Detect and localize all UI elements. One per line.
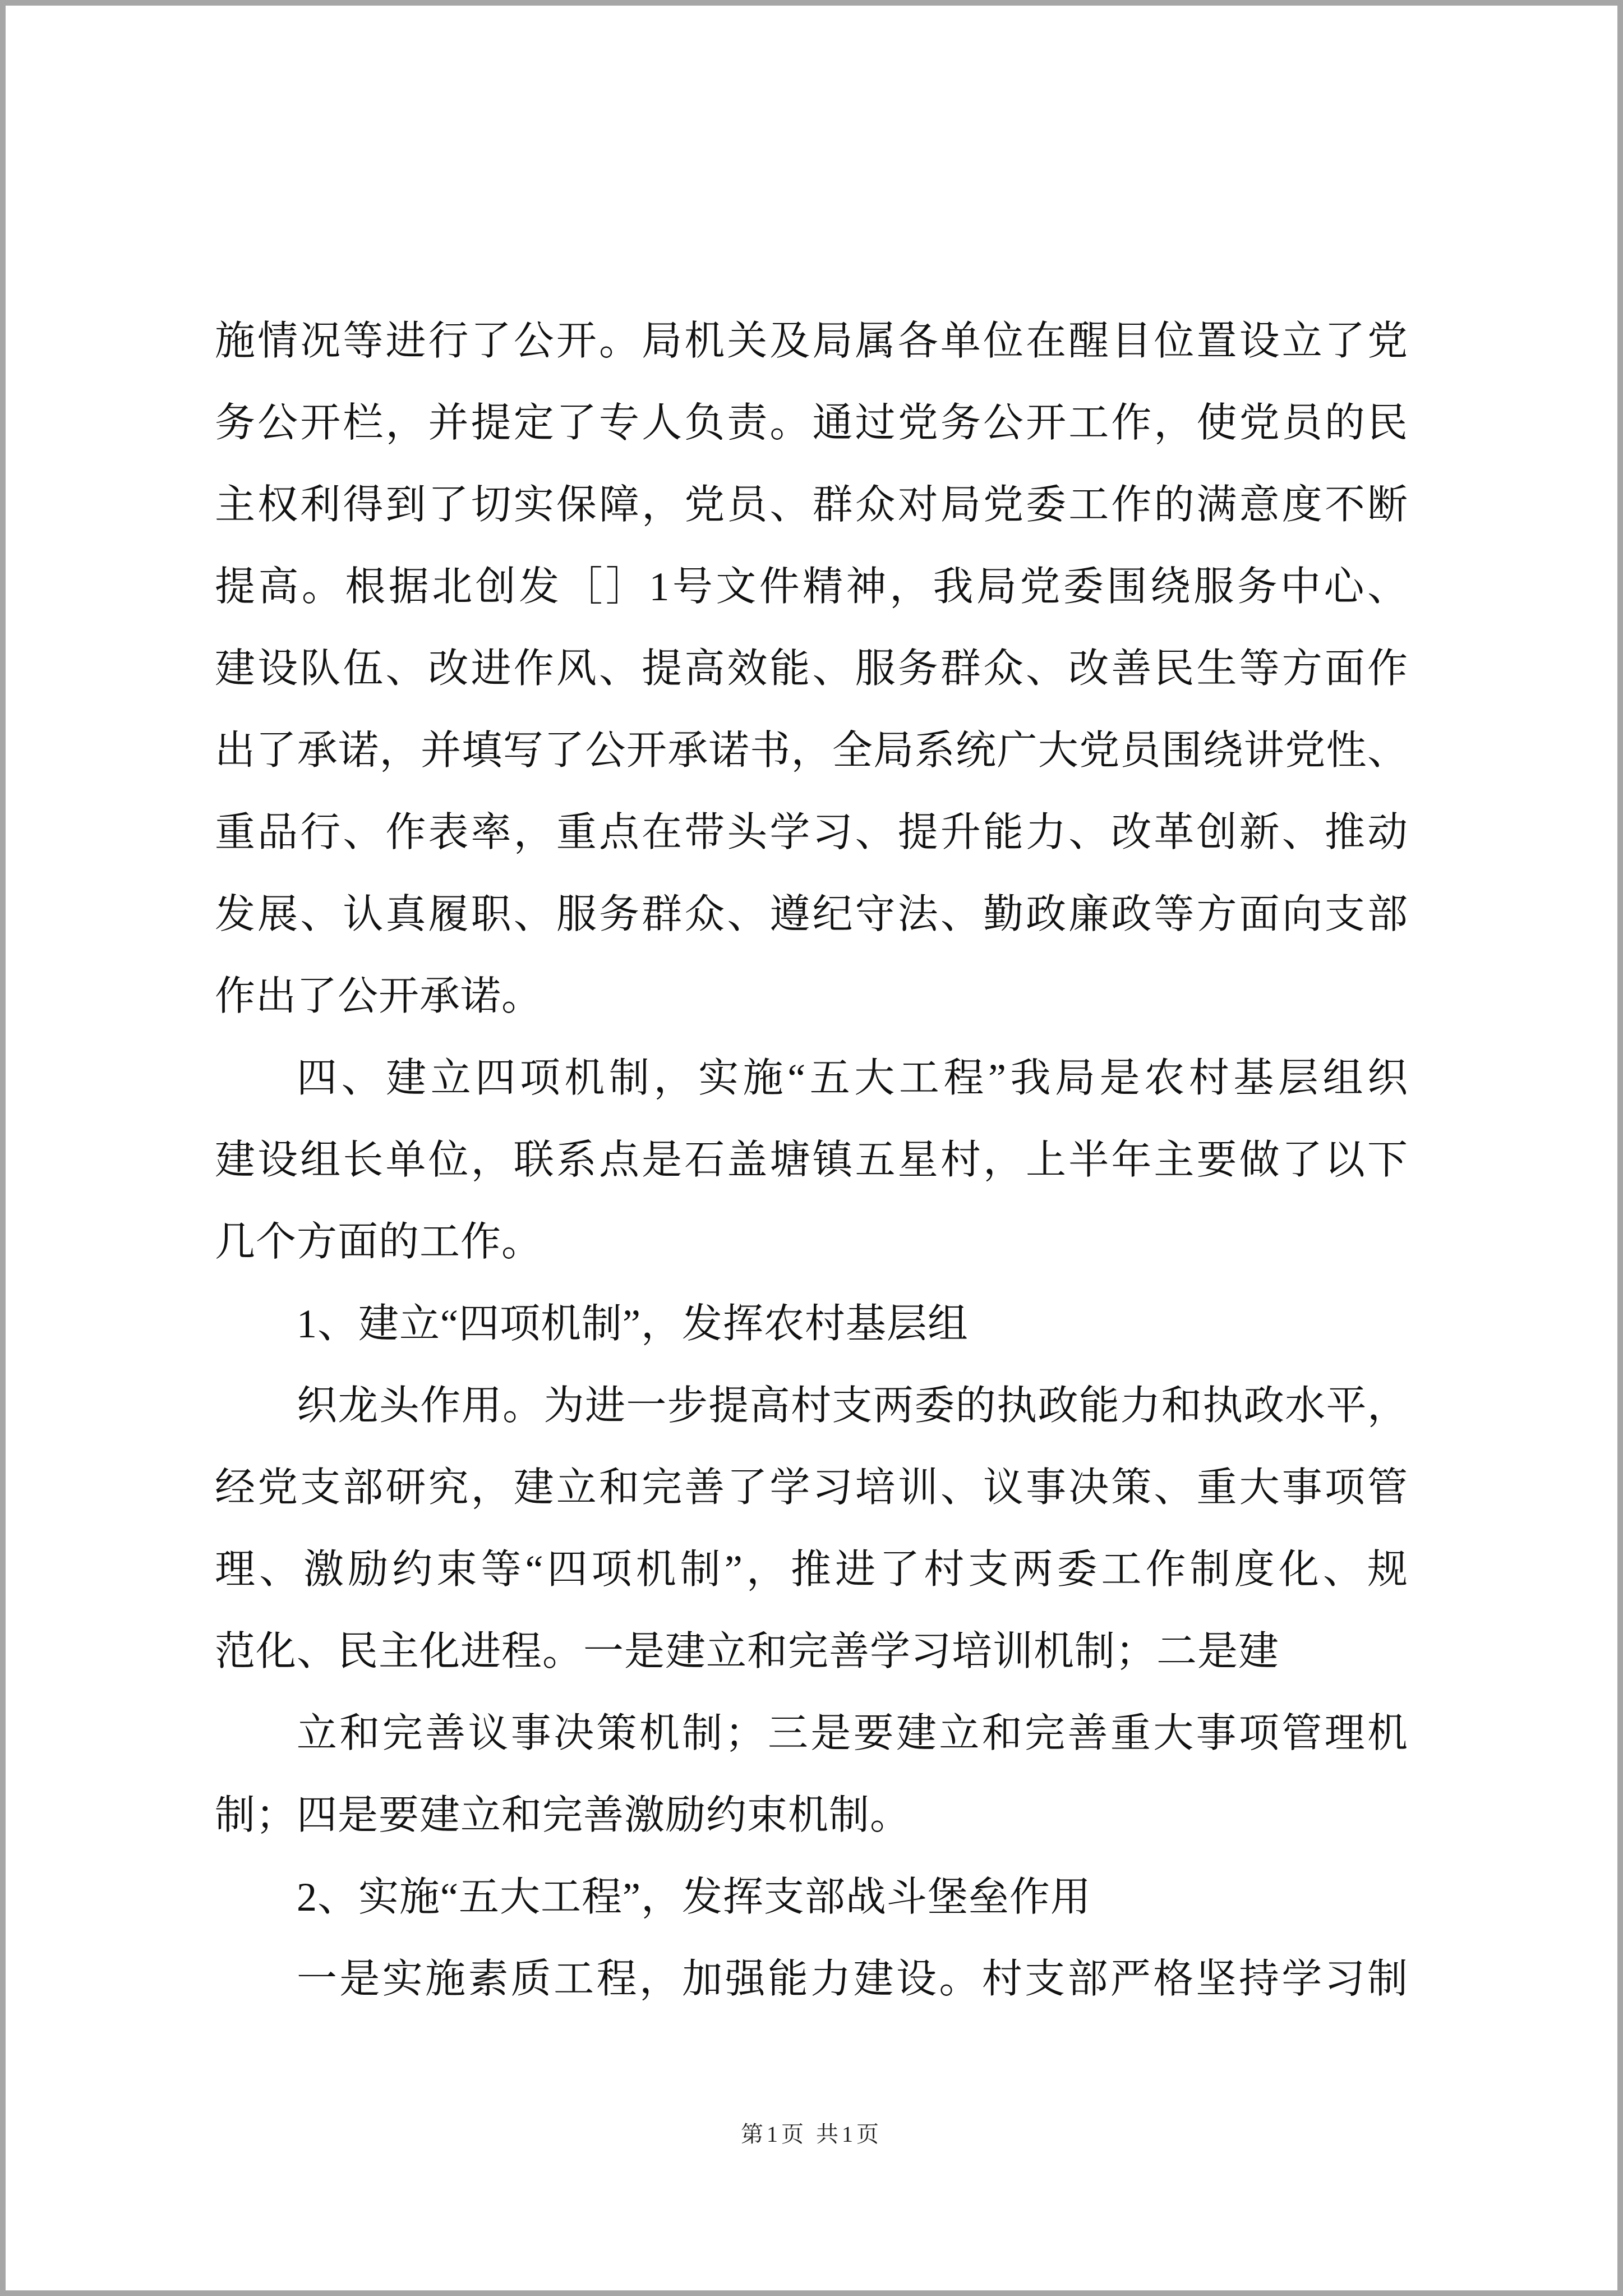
document-line: 施情况等进行了公开。局机关及局属各单位在醒目位置设立了党 (215, 319, 1408, 364)
document-line: 经党支部研究，建立和完善了学习培训、议事决策、重大事项管 (215, 1465, 1408, 1510)
document-line: 出了承诺，并填写了公开承诺书，全局系统广大党员围绕讲党性、 (215, 728, 1408, 773)
document-line: 建设组长单位，联系点是石盖塘镇五星村，上半年主要做了以下 (215, 1138, 1408, 1182)
page-footer (6, 2120, 1617, 2148)
document-line: 四、建立四项机制，实施“五大工程”我局是农村基层组织 (297, 1056, 1408, 1101)
document-line: 制；四是要建立和完善激励约束机制。 (215, 1793, 911, 1838)
document-text (215, 300, 1408, 2020)
document-line: 主权利得到了切实保障，党员、群众对局党委工作的满意度不断 (215, 482, 1408, 527)
document-line: 1、建立“四项机制”，发挥农村基层组 (297, 1301, 969, 1346)
document-line: 作出了公开承诺。 (215, 974, 543, 1019)
document-line: 重品行、作表率，重点在带头学习、提升能力、改革创新、推动 (215, 810, 1408, 855)
document-line: 提高。根据北创发［］1号文件精神，我局党委围绕服务中心、 (215, 564, 1408, 609)
document-line: 建设队伍、改进作风、提高效能、服务群众、改善民生等方面作 (215, 646, 1408, 691)
document-line: 范化、民主化进程。一是建立和完善学习培训机制；二是建 (215, 1629, 1280, 1674)
document-line: 几个方面的工作。 (215, 1220, 543, 1264)
document-line: 一是实施素质工程，加强能力建设。村支部严格坚持学习制 (297, 1957, 1408, 2001)
document-line: 织龙头作用。为进一步提高村支两委的执政能力和执政水平， (297, 1383, 1408, 1428)
page-number-text: 第1页 共1页 (741, 2122, 882, 2147)
document-line: 务公开栏，并提定了专人负责。通过党务公开工作，使党员的民 (215, 401, 1408, 445)
document-line: 理、激励约束等“四项机制”，推进了村支两委工作制度化、规 (215, 1547, 1408, 1592)
document-line: 发展、认真履职、服务群众、遵纪守法、勤政廉政等方面向支部 (215, 892, 1408, 937)
document-line: 立和完善议事决策机制；三是要建立和完善重大事项管理机 (297, 1711, 1408, 1756)
document-line: 2、实施“五大工程”，发挥支部战斗堡垒作用 (297, 1875, 1091, 1920)
